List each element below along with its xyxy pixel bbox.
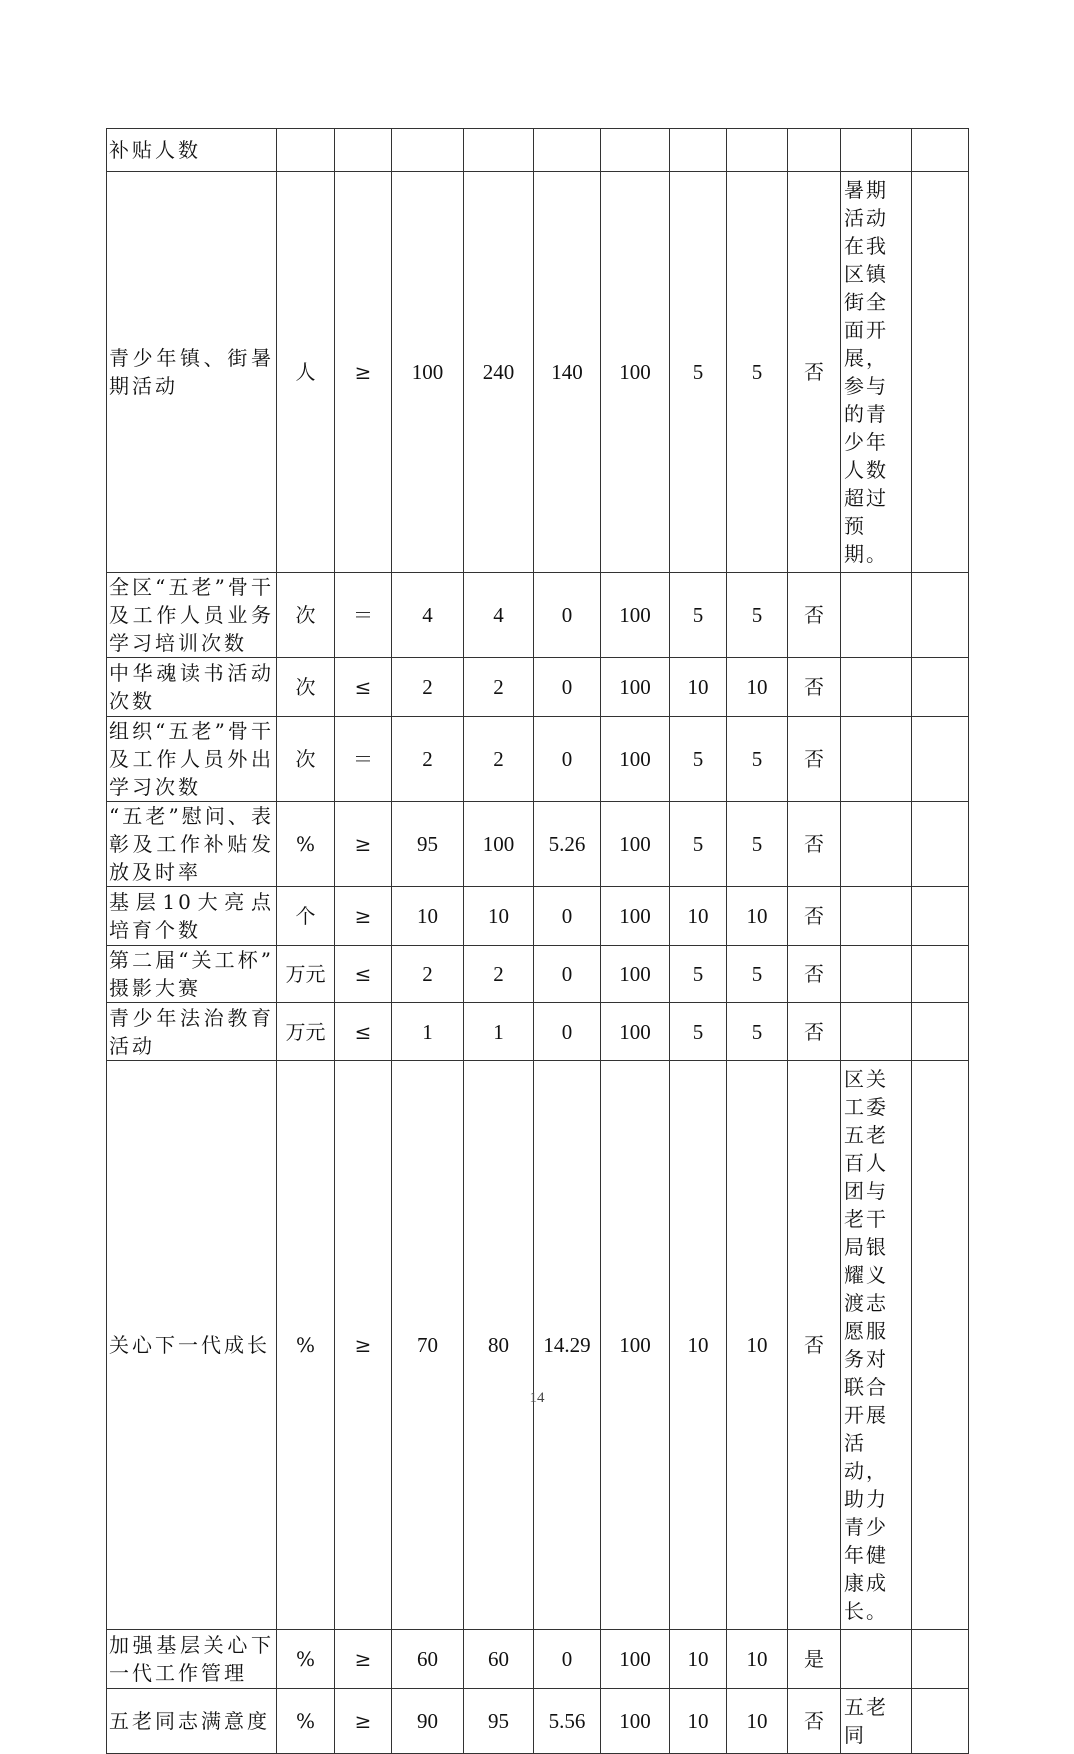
indicator-cell: “五老”慰问、表彰及工作补贴发放及时率 [107,802,277,887]
indicator-cell: 组织“五老”骨干及工作人员外出学习次数 [107,717,277,802]
completion-cell: 100 [601,1061,670,1630]
extra-cell [912,1630,969,1689]
unit-cell: 次 [277,717,335,802]
score-cell: 10 [727,658,788,717]
operator-cell: ＝ [335,573,392,658]
note-cell: 五老同 [841,1689,912,1754]
target-value-cell: 90 [392,1689,464,1754]
indicator-cell: 五老同志满意度 [107,1689,277,1754]
deviation-cell: 0 [534,717,601,802]
completion-cell: 100 [601,946,670,1003]
actual-value-cell: 95 [464,1689,534,1754]
note-cell [841,1630,912,1689]
table-row [107,946,969,1003]
unit-cell: % [277,802,335,887]
weight-cell [670,129,727,172]
flag-cell: 否 [788,1003,841,1061]
flag-cell: 否 [788,1061,841,1630]
flag-cell: 否 [788,887,841,946]
flag-cell: 否 [788,658,841,717]
flag-cell: 否 [788,717,841,802]
target-value-cell: 2 [392,658,464,717]
completion-cell: 100 [601,172,670,573]
target-value-cell [392,129,464,172]
operator-cell: ≥ [335,1630,392,1689]
flag-cell: 否 [788,946,841,1003]
extra-cell [912,1003,969,1061]
table-row [107,1061,969,1630]
table-row [107,887,969,946]
actual-value-cell: 80 [464,1061,534,1630]
score-cell: 10 [727,1630,788,1689]
completion-cell: 100 [601,1689,670,1754]
extra-cell [912,802,969,887]
target-value-cell: 1 [392,1003,464,1061]
operator-cell: ≤ [335,946,392,1003]
operator-cell: ≤ [335,658,392,717]
deviation-cell: 0 [534,1630,601,1689]
actual-value-cell: 240 [464,172,534,573]
actual-value-cell: 1 [464,1003,534,1061]
unit-cell: % [277,1630,335,1689]
deviation-cell: 140 [534,172,601,573]
score-cell: 10 [727,1689,788,1754]
deviation-cell: 5.26 [534,802,601,887]
indicator-cell: 全区“五老”骨干及工作人员业务学习培训次数 [107,573,277,658]
score-cell: 5 [727,946,788,1003]
weight-cell: 10 [670,1061,727,1630]
table-row [107,658,969,717]
table-row [107,802,969,887]
completion-cell [601,129,670,172]
weight-cell: 5 [670,717,727,802]
indicator-cell: 基层10大亮点培育个数 [107,887,277,946]
actual-value-cell: 100 [464,802,534,887]
note-cell: 暑期活动在我区镇街全面开展，参与的青少年人数超过预期。 [841,172,912,573]
completion-cell: 100 [601,573,670,658]
flag-cell: 否 [788,172,841,573]
weight-cell: 10 [670,887,727,946]
flag-cell: 否 [788,802,841,887]
target-value-cell: 2 [392,717,464,802]
target-value-cell: 60 [392,1630,464,1689]
weight-cell: 5 [670,172,727,573]
flag-cell [788,129,841,172]
score-cell: 5 [727,172,788,573]
note-cell [841,1003,912,1061]
extra-cell [912,946,969,1003]
indicator-cell: 第二届“关工杯” 摄影大赛 [107,946,277,1003]
completion-cell: 100 [601,802,670,887]
flag-cell: 否 [788,573,841,658]
extra-cell [912,172,969,573]
completion-cell: 100 [601,658,670,717]
unit-cell: 人 [277,172,335,573]
operator-cell: ≤ [335,1003,392,1061]
indicator-cell: 中华魂读书活动次数 [107,658,277,717]
extra-cell [912,658,969,717]
operator-cell [335,129,392,172]
performance-indicator-table [106,128,969,1754]
extra-cell [912,887,969,946]
unit-cell: % [277,1689,335,1754]
score-cell: 10 [727,1061,788,1630]
deviation-cell: 0 [534,887,601,946]
indicator-cell: 补贴人数 [107,129,277,172]
note-cell [841,658,912,717]
indicator-cell: 青少年法治教育活动 [107,1003,277,1061]
target-value-cell: 10 [392,887,464,946]
flag-cell: 是 [788,1630,841,1689]
weight-cell: 5 [670,802,727,887]
operator-cell: ≥ [335,172,392,573]
table-row [107,717,969,802]
actual-value-cell [464,129,534,172]
note-cell [841,129,912,172]
table-row [107,172,969,573]
score-cell: 5 [727,1003,788,1061]
deviation-cell: 5.56 [534,1689,601,1754]
weight-cell: 10 [670,1689,727,1754]
operator-cell: ＝ [335,717,392,802]
target-value-cell: 2 [392,946,464,1003]
note-cell: 区关工委五老百人团与老干局银耀义渡志愿服务对联合开展活动，助力青少年健康成长。 [841,1061,912,1630]
note-cell [841,946,912,1003]
weight-cell: 5 [670,1003,727,1061]
score-cell: 5 [727,802,788,887]
actual-value-cell: 2 [464,946,534,1003]
deviation-cell: 0 [534,658,601,717]
note-cell [841,802,912,887]
operator-cell: ≥ [335,887,392,946]
unit-cell: 万元 [277,946,335,1003]
deviation-cell: 0 [534,1003,601,1061]
target-value-cell: 4 [392,573,464,658]
table-row [107,1689,969,1754]
extra-cell [912,573,969,658]
unit-cell: % [277,1061,335,1630]
target-value-cell: 70 [392,1061,464,1630]
note-cell [841,717,912,802]
deviation-cell [534,129,601,172]
actual-value-cell: 2 [464,717,534,802]
actual-value-cell: 4 [464,573,534,658]
extra-cell [912,129,969,172]
unit-cell: 次 [277,573,335,658]
deviation-cell: 0 [534,573,601,658]
deviation-cell: 14.29 [534,1061,601,1630]
target-value-cell: 100 [392,172,464,573]
weight-cell: 10 [670,658,727,717]
note-cell [841,573,912,658]
page-number: 14 [529,1390,545,1406]
completion-cell: 100 [601,717,670,802]
table-row [107,1630,969,1689]
operator-cell: ≥ [335,1061,392,1630]
unit-cell: 次 [277,658,335,717]
extra-cell [912,1061,969,1630]
note-cell [841,887,912,946]
extra-cell [912,1689,969,1754]
flag-cell: 否 [788,1689,841,1754]
indicator-cell: 关心下一代成长 [107,1061,277,1630]
actual-value-cell: 60 [464,1630,534,1689]
deviation-cell: 0 [534,946,601,1003]
table-row [107,129,969,172]
completion-cell: 100 [601,1003,670,1061]
unit-cell: 个 [277,887,335,946]
completion-cell: 100 [601,887,670,946]
table-row [107,1003,969,1061]
score-cell: 5 [727,717,788,802]
score-cell [727,129,788,172]
unit-cell [277,129,335,172]
target-value-cell: 95 [392,802,464,887]
score-cell: 10 [727,887,788,946]
operator-cell: ≥ [335,802,392,887]
extra-cell [912,717,969,802]
indicator-cell: 青少年镇、街暑期活动 [107,172,277,573]
weight-cell: 10 [670,1630,727,1689]
score-cell: 5 [727,573,788,658]
actual-value-cell: 10 [464,887,534,946]
unit-cell: 万元 [277,1003,335,1061]
completion-cell: 100 [601,1630,670,1689]
weight-cell: 5 [670,573,727,658]
actual-value-cell: 2 [464,658,534,717]
table-row [107,573,969,658]
weight-cell: 5 [670,946,727,1003]
operator-cell: ≥ [335,1689,392,1754]
indicator-cell: 加强基层关心下一代工作管理 [107,1630,277,1689]
